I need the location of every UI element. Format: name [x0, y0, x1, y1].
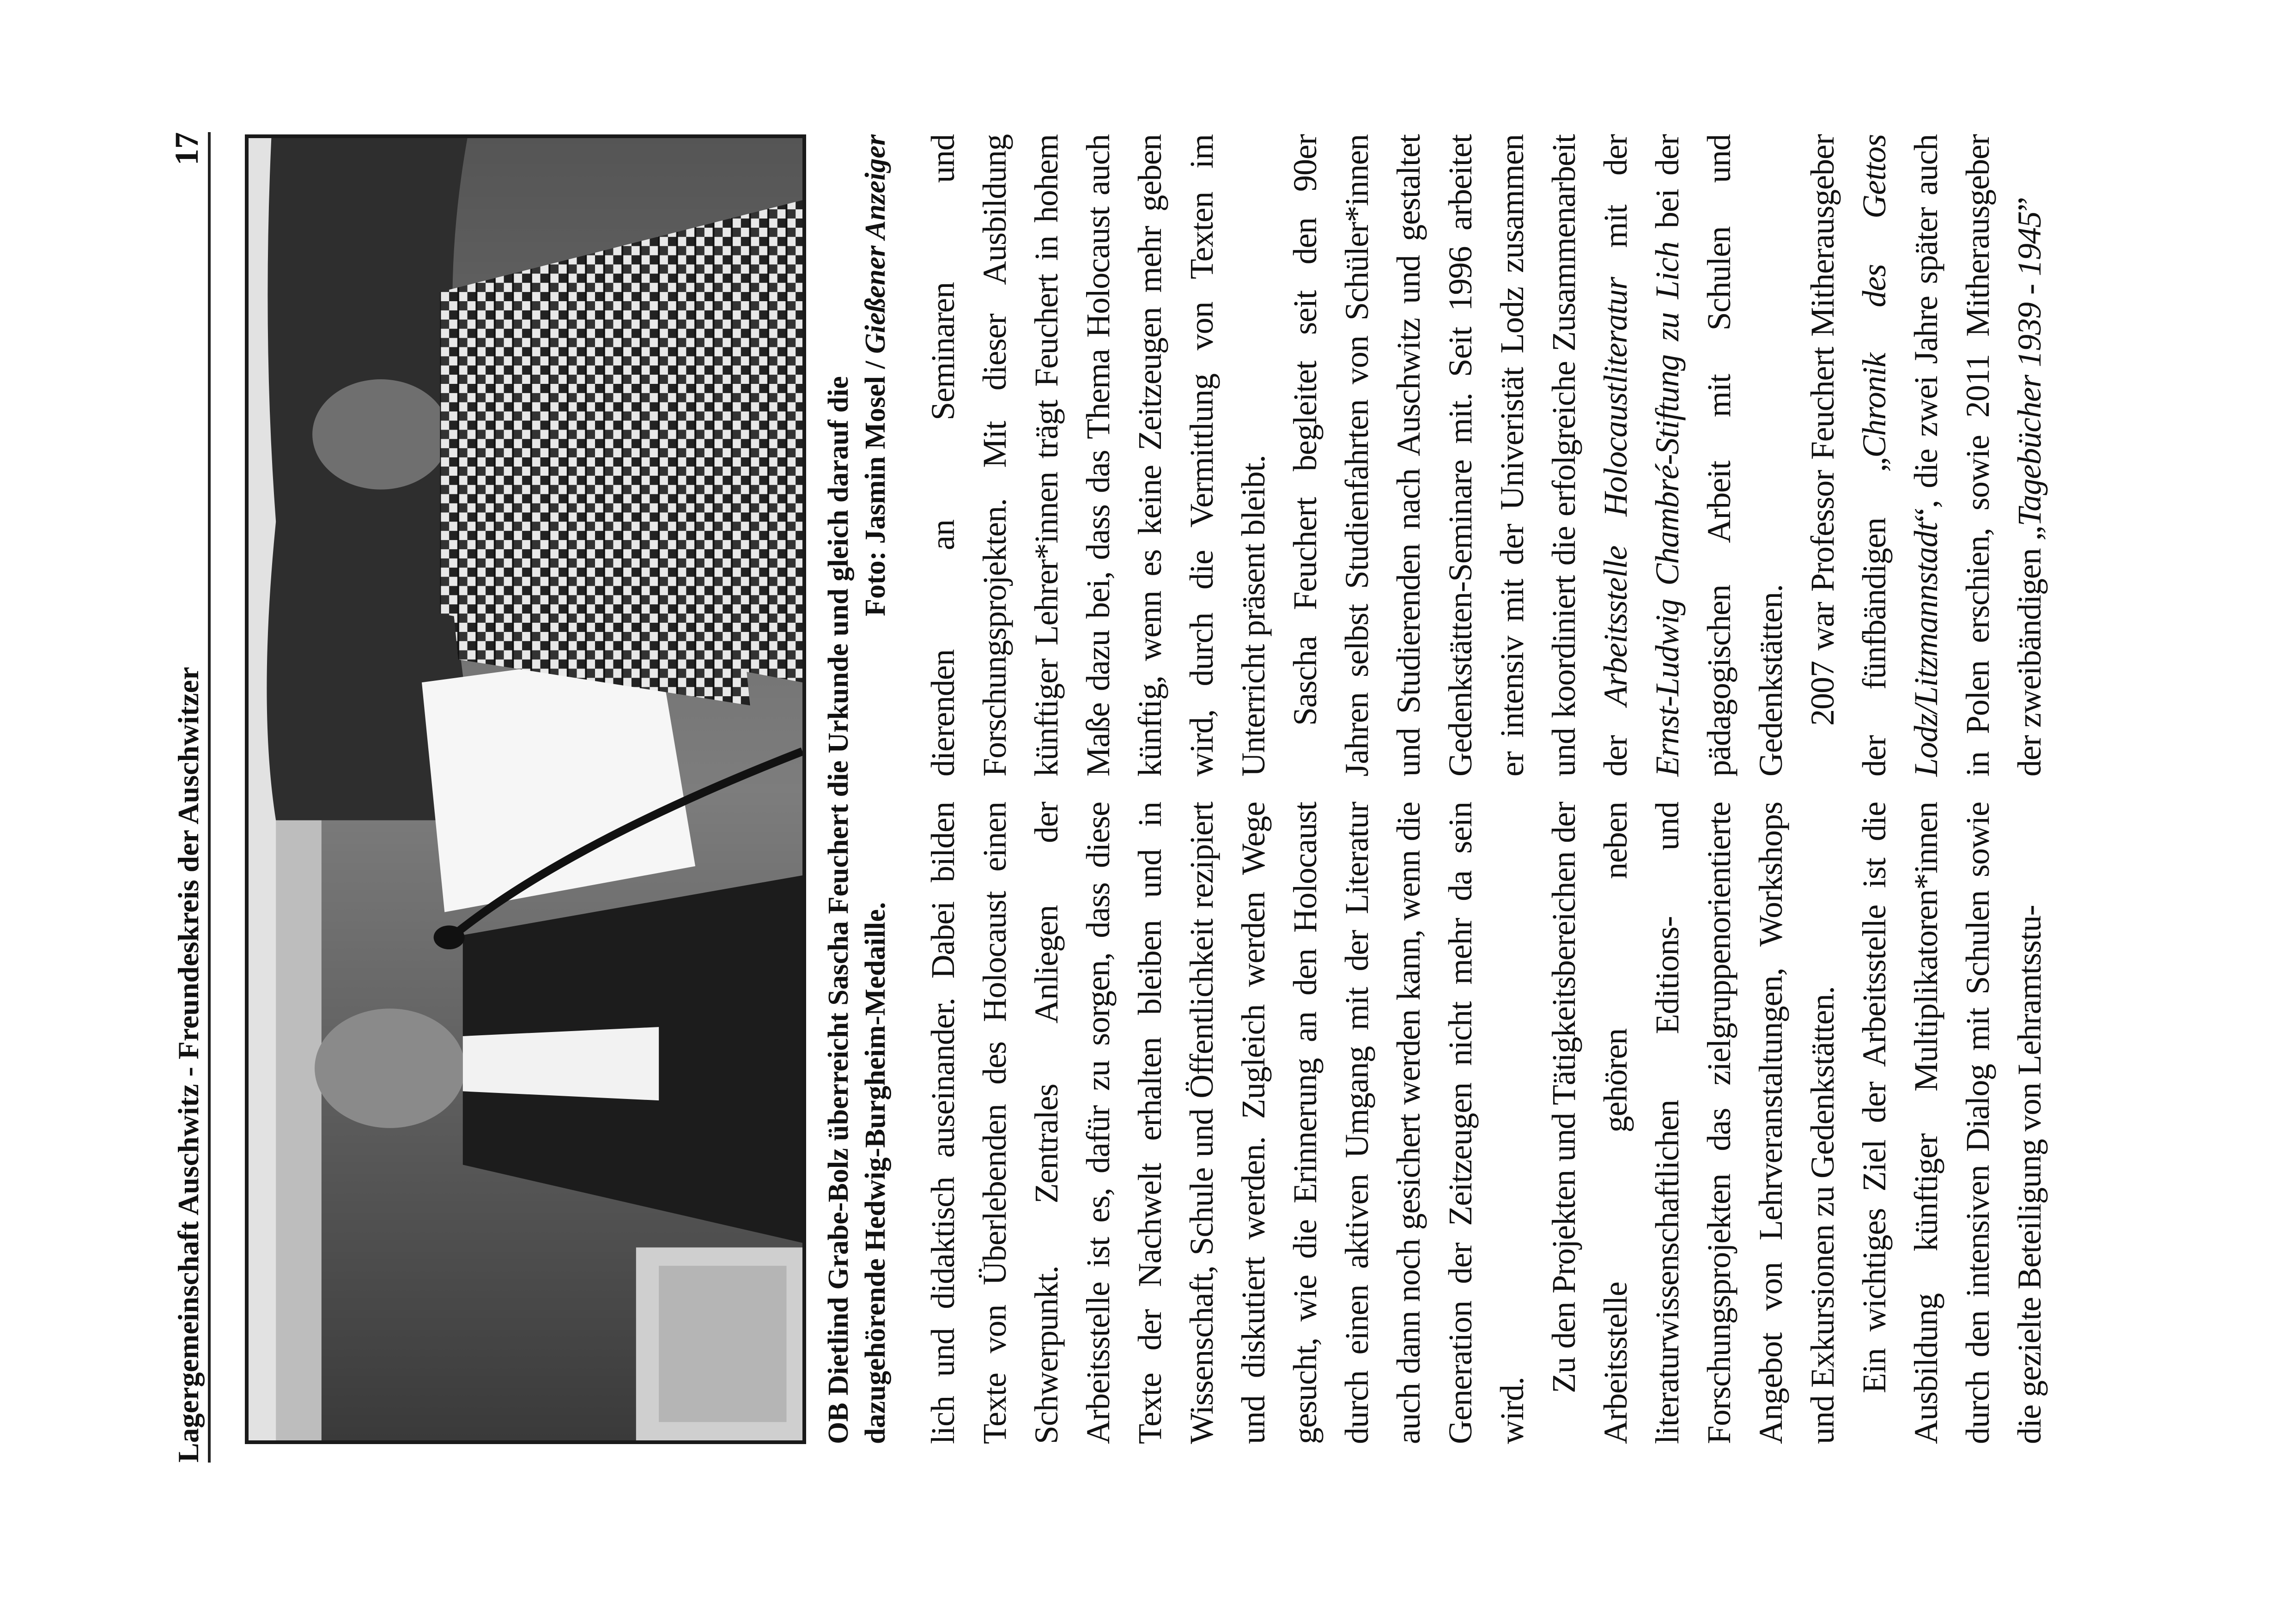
right-paragraph-3-emphasis-2: Tagebücher 1939 - 1945	[2011, 211, 2048, 527]
article-photo	[245, 134, 806, 1444]
photo-credit-publication: Gießener Anzeiger	[860, 134, 891, 354]
caption-line-1: OB Dietlind Grabe-Bolz überreicht Sascha Feuchert die Urkunde und gleich darauf die	[823, 376, 854, 1444]
left-paragraph-3: Ein wichtiges Ziel der Arbeitsstelle ist die Ausbildung künftiger Multiplikatoren*innen durch den intensiven Dialog mit Schulen sowie die gezielte Beteiligung von Lehramtsstu-	[1856, 802, 2048, 1444]
right-paragraph-3	[1797, 134, 2055, 777]
right-paragraph-1: dierenden an Seminaren und Forschungsprojekten. Mit dieser Ausbildung künftiger Lehrer*innen trägt Feuchert in hohem Maße dazu bei, dass das Thema Holocaust auch künftig, wenn es keine Zeitzeugen mehr geben wird, durch die Vermittlung von Texten im Unterricht präsent bleibt.	[924, 134, 1272, 777]
left-paragraph-2: Zu den Projekten und Tätigkeitsbereichen der Arbeitsstelle gehören neben literaturwissenschaftlichen Editions- und Forschungsprojekten das zielgruppenorientierte Angebot von Lehrveranstaltungen, Workshops und Exkursionen zu Gedenkstätten.	[1545, 802, 1841, 1444]
right-paragraph-2-text-b: mit der	[1597, 134, 1634, 278]
right-paragraph-2	[1279, 134, 1797, 777]
right-paragraph-3-text-a: 2007 war Professor Feuchert Mitherausgeber der fünfbändigen „	[1804, 134, 1893, 777]
left-paragraph-1: lich und didaktisch auseinander. Dabei bilden Texte von Überlebenden des Holocaust einen Schwerpunkt. Zentrales Anliegen der Arbeitsstelle ist es, dafür zu sorgen, dass diese Texte der Nachwelt erhalten bleiben und in Wissenschaft, Schule und Öffentlichkeit rezipiert und diskutiert werden. Zugleich werden Wege gesucht, wie die Erinnerung an den Holocaust durch einen aktiven Umgang mit der Literatur auch dann noch gesichert werden kann, wenn die Generation der Zeitzeugen nicht mehr da sein wird.	[924, 802, 1531, 1444]
photo-caption	[820, 134, 894, 1444]
right-paragraph-3-emphasis-1: Chronik des Gettos Lodz/Litzmannstadt	[1856, 134, 1944, 777]
running-title: Lagergemeinschaft Auschwitz - Freundeskreis der Auschwitzer	[172, 667, 205, 1463]
photo-credit	[857, 134, 894, 616]
right-paragraph-3-text-c: ”	[2011, 197, 2048, 212]
photo-award-ceremony-icon	[249, 138, 802, 1440]
right-paragraph-2-text-c: bei der pädagogischen Arbeit mit Schulen und Gedenkstätten.	[1649, 134, 1789, 777]
right-paragraph-2-text-a: Sascha Feuchert begleitet seit den 90er Jahren selbst Studienfahrten von Schüler*innen und Studierenden nach Auschwitz und gestaltet Gedenkstätten-Seminare mit. Seit 1996 arbeitet er intensiv mit der Univeristät Lodz zusammen und koordiniert die erfolgreiche Zusammenarbeit der	[1287, 134, 1634, 777]
right-paragraph-2-emphasis-1: Arbeitsstelle Holocaustliteratur	[1597, 277, 1634, 706]
caption-line-2-text: dazugehörende Hedwig-Burgheim-Medaille.	[860, 902, 891, 1444]
photo-credit-prefix: Foto: Jasmin Mosel /	[860, 353, 891, 616]
left-column	[917, 802, 2155, 1444]
right-paragraph-2-emphasis-2: Ernst-Ludwig Chambré-Stiftung zu Lich	[1649, 242, 1686, 777]
article-body	[917, 134, 2155, 1444]
caption-line-2	[857, 134, 894, 1444]
right-column	[917, 134, 2155, 777]
page-number: 17	[168, 132, 205, 165]
right-paragraph-3-text-b: “, die zwei Jahre später auch in Polen erschien, sowie 2011 Mitherausgeber der zweibändigen „	[1907, 134, 2048, 777]
page-header	[164, 132, 211, 1463]
